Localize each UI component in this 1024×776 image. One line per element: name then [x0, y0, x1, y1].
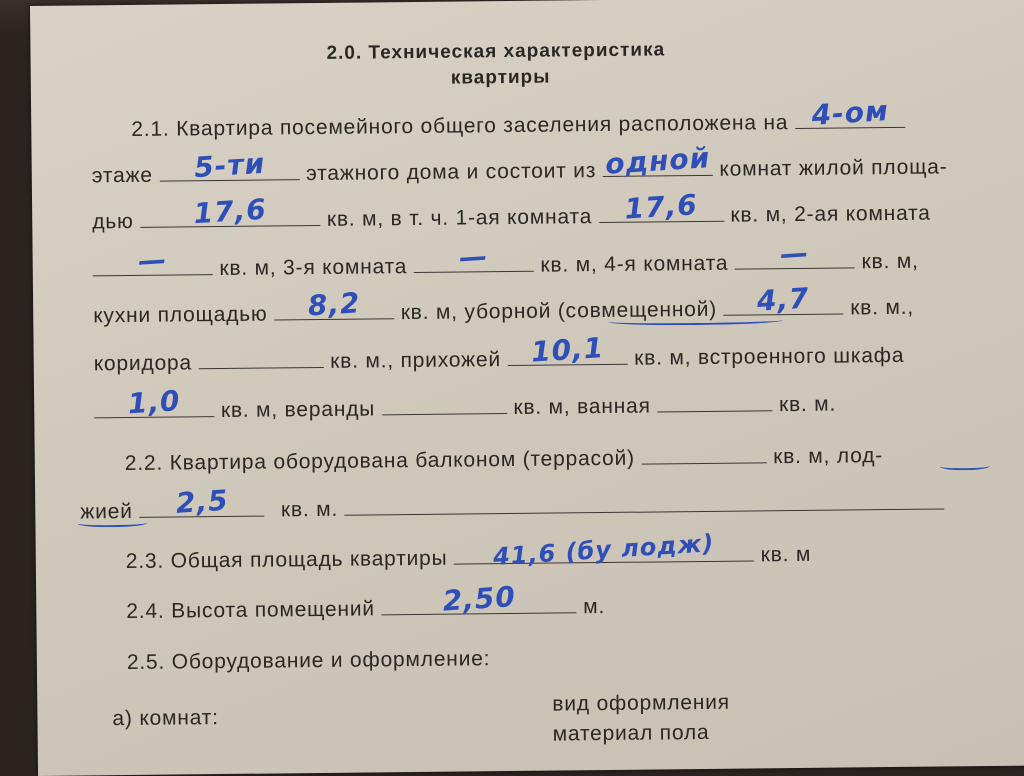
storeys-field [159, 146, 299, 185]
area-label: дью [92, 209, 134, 234]
room4-handwritten: — [779, 236, 811, 271]
corridor-label: коридора [93, 351, 193, 376]
section-title [326, 39, 665, 65]
handwritten-underline [77, 519, 147, 528]
s24-line [126, 580, 606, 624]
loggia-label-cont: жией [80, 499, 133, 524]
toilet-label: кв. м, уборной (совмещенной) [400, 297, 718, 325]
room2-handwritten: — [137, 242, 169, 278]
closet-field [94, 384, 214, 421]
kitchen-label: кухни площадью [93, 302, 268, 328]
balcony-field [641, 444, 766, 464]
living-area-field [140, 192, 320, 231]
rooms-count-field [603, 141, 713, 181]
s25a-line [112, 706, 219, 731]
corridor-field [198, 349, 323, 369]
hallway-handwritten: 10,1 [529, 331, 605, 369]
room4-label: кв. м, 4-я комната [540, 251, 729, 277]
closet-label: кв. м, встроенного шкафа [634, 343, 905, 370]
floor-material-label: материал пола [552, 720, 710, 746]
rooms-equipment-label: а) комнат: [112, 706, 219, 731]
s21-line-6 [93, 331, 905, 376]
living-area-handwritten: 17,6 [192, 192, 268, 231]
bathroom-field [657, 392, 772, 412]
equipment-label: 2.5. Оборудование и оформление: [126, 647, 491, 675]
finish-type-label: вид оформления [552, 690, 731, 716]
room2-field [93, 242, 213, 278]
s21-line-2 [91, 141, 948, 188]
unit-label: кв. м. [280, 497, 339, 522]
room2-label: кв. м, 2-ая комната [730, 201, 931, 227]
room1-handwritten: 17,6 [623, 188, 699, 226]
floor-field [795, 94, 905, 132]
storeys-handwritten: 5-ти [192, 146, 266, 185]
balcony-label: 2.2. Квартира оборудована балконом (террасой) [124, 446, 635, 476]
living-area-label: комнат жилой площа- [719, 155, 948, 181]
kitchen-field [274, 286, 394, 323]
height-field [381, 580, 576, 618]
floor-label: этаже [91, 163, 153, 188]
room1-field [599, 188, 724, 226]
unit-label: кв. м. [778, 392, 837, 417]
loggia-label: кв. м, лод- [773, 444, 884, 469]
s22-line-2 [80, 483, 945, 524]
height-label: 2.4. Высота помещений [126, 597, 376, 624]
s23-line [125, 529, 812, 574]
height-handwritten: 2,50 [441, 580, 517, 618]
total-area-label: 2.3. Общая площадь квартиры [125, 546, 448, 574]
room4-field [735, 236, 855, 271]
s21-line-7 [94, 384, 837, 425]
room3-field [414, 239, 534, 275]
s21-text: 2.1. Квартира посемейного общего заселения расположена на [131, 111, 789, 141]
floor-material-line [553, 721, 710, 747]
unit-label: кв. м [760, 542, 812, 567]
house-label: этажного дома и состоит из [305, 159, 597, 186]
room3-label: кв. м, 3-я комната [219, 255, 408, 281]
total-area-field [454, 529, 754, 571]
handwritten-underline [940, 462, 990, 471]
loggia-field [139, 483, 264, 520]
total-area-handwritten: 41,6 (бу лодж) [492, 529, 716, 571]
s21-line-5 [93, 281, 915, 329]
loggia-handwritten: 2,5 [174, 483, 230, 520]
veranda-label: кв. м, веранды [220, 397, 376, 423]
title-line-2: квартиры [450, 66, 551, 89]
document-page [30, 0, 1024, 776]
s21-line-3 [92, 188, 931, 235]
title-line-1: 2.0. Техническая характеристика [326, 39, 666, 64]
unit-label: кв. м, [861, 249, 919, 274]
unit-label: кв. м., [850, 295, 915, 320]
veranda-field [382, 395, 507, 415]
s22-line-1 [125, 443, 883, 476]
closet-handwritten: 1,0 [126, 384, 182, 421]
bathroom-label: кв. м, ванная [513, 394, 651, 419]
floor-handwritten: 4-ом [810, 94, 890, 132]
s21-line-1 [131, 94, 905, 142]
toilet-handwritten: 4,7 [756, 281, 811, 318]
toilet-field [723, 281, 843, 318]
finish-type-line [552, 691, 730, 717]
extra-field [345, 490, 945, 515]
s25-line [127, 647, 491, 675]
s21-line-4 [93, 236, 919, 283]
rooms-count-handwritten: одной [604, 141, 712, 181]
room3-handwritten: — [458, 239, 490, 275]
kitchen-handwritten: 8,2 [306, 286, 362, 323]
hallway-field [507, 331, 627, 369]
unit-label: м. [583, 595, 606, 619]
hallway-label: кв. м., прихожей [330, 348, 502, 373]
section-subtitle [451, 67, 551, 90]
room1-label: кв. м, в т. ч. 1-ая комната [326, 205, 593, 231]
